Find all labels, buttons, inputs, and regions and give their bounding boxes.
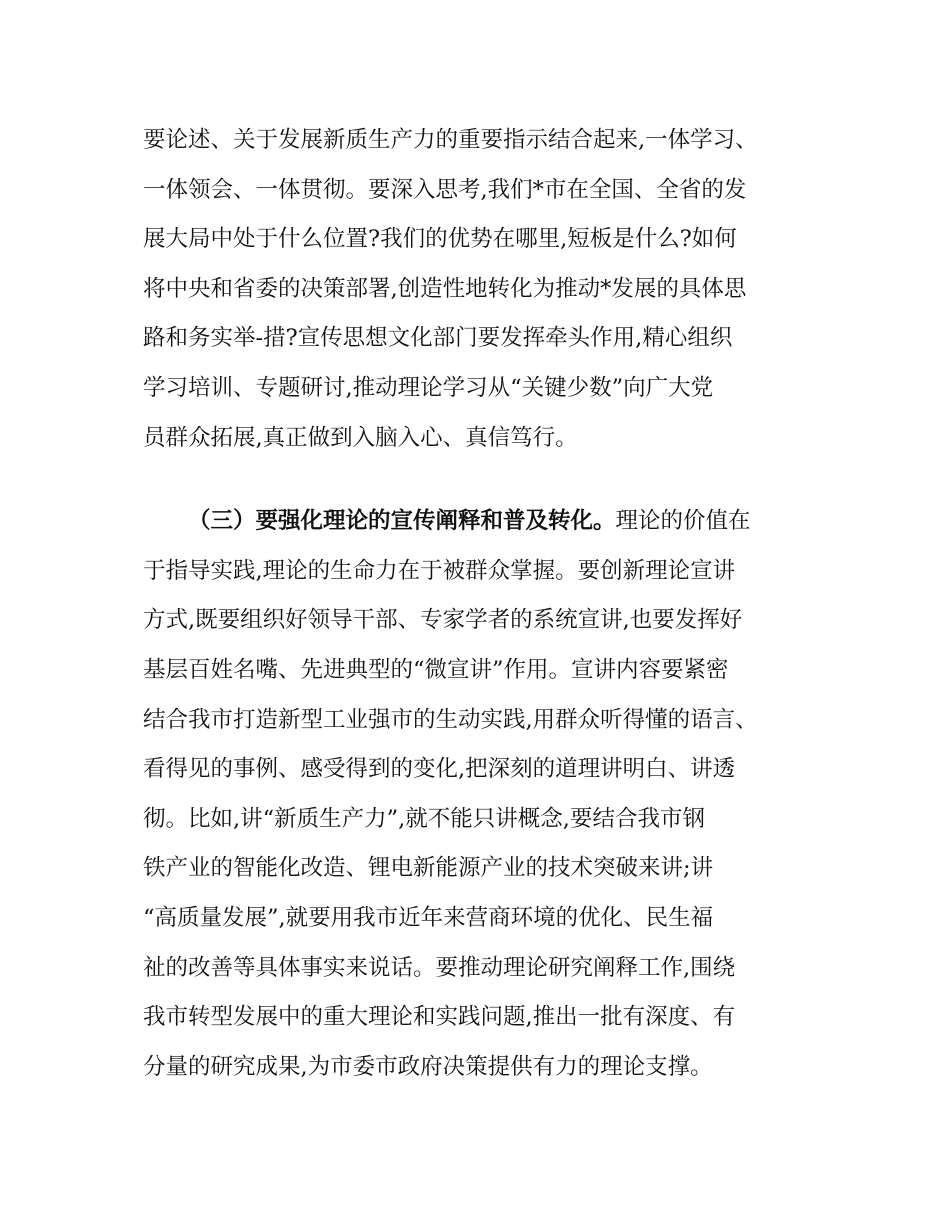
text-line: 于指导实践,理论的生命力在于被群众掌握。要创新理论宣讲 [143,557,736,584]
text-line: 分量的研究成果,为市委市政府决策提供有力的理论支撑。 [143,1053,713,1080]
section-heading: （三）要强化理论的宣传阐释和普及转化。 [188,508,616,535]
text-line: 要论述、关于发展新质生产力的重要指示结合起来,一体学习、 [143,127,758,153]
text-line: 基层百姓名嘴、先进典型的“微宣讲”作用。宣讲内容要紧密 [143,656,729,683]
text-line: 路和务实举-措?宣传思想文化部门要发挥牵头作用,精心组织 [143,325,733,352]
text-line: 学习培训、专题研讨,推动理论学习从“关键少数”向广大党 [143,374,714,401]
text-line: 方式,既要组织好领导干部、专家学者的系统宣讲,也要发挥好 [143,607,743,634]
text-line: 一体领会、一体贯彻。要深入思考,我们*市在全国、全省的发 [143,176,747,203]
text-line: 展大局中处于什么位置?我们的优势在哪里,短板是什么?如何 [143,226,737,253]
text-line: 铁产业的智能化改造、锂电新能源产业的技术突破来讲;讲 [143,855,714,882]
section-first-line-text: 理论的价值在 [615,508,751,535]
text-line: 祉的改善等具体事实来说话。要推动理论研究阐释工作,围绕 [143,954,736,981]
paragraph-2 [143,497,811,1092]
text-line: 彻。比如,讲“新质生产力”,就不能只讲概念,要结合我市钢 [143,805,705,832]
text-line: 我市转型发展中的重大理论和实践问题,推出一批有深度、有 [143,1004,736,1031]
text-line: 结合我市打造新型工业强市的生动实践,用群众听得懂的语言、 [143,706,758,733]
text-line: 看得见的事例、感受得到的变化,把深刻的道理讲明白、讲透 [143,756,736,783]
text-line: 员群众拓展,真正做到入脑入心、真信笃行。 [143,424,578,451]
section-first-line [143,497,811,547]
paragraph-spacer [143,463,811,497]
paragraph-1 [143,116,811,463]
text-line: 将中央和省委的决策部署,创造性地转化为推动*发展的具体思 [143,275,747,302]
document-body [143,116,811,1092]
text-line: “高质量发展”,就要用我市近年来营商环境的优化、民生福 [143,904,714,931]
